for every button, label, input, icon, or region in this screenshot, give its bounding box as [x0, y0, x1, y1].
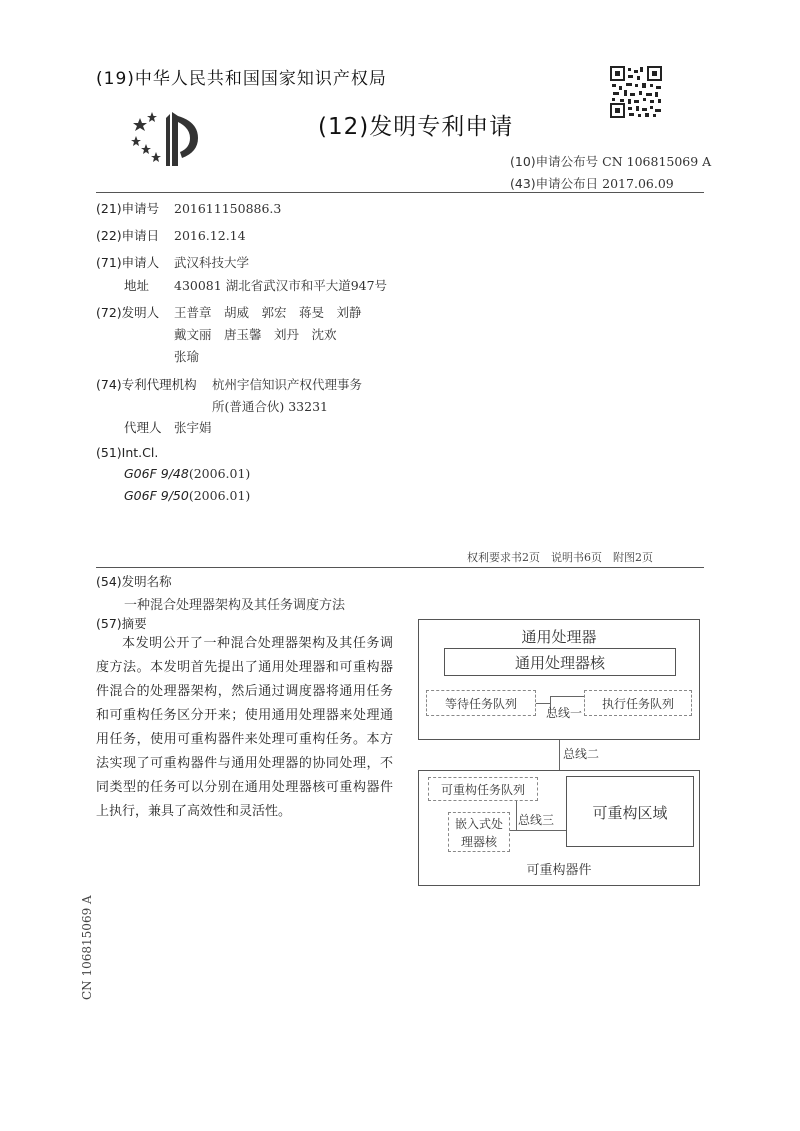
bus-2-line	[559, 740, 560, 770]
agent-label: 代理人	[124, 420, 162, 435]
agent	[124, 418, 212, 436]
bus-1-label: 总线一	[546, 706, 583, 720]
cnipa-logo	[128, 108, 210, 170]
ipc-class-1	[124, 466, 250, 481]
invention-title: 一种混合处理器架构及其任务调度方法	[124, 598, 346, 613]
gpp-label: 通用处理器	[521, 628, 597, 646]
ipc-class-2-version: (2006.01)	[188, 488, 251, 503]
publication-number-value: CN 106815069 A	[602, 154, 712, 169]
reconf-device-label: 可重构器件	[526, 863, 592, 878]
application-date	[96, 226, 246, 244]
abstract-label: (57)摘要	[96, 616, 147, 631]
inventors-line-2: 戴文丽 唐玉馨 刘丹 沈欢	[174, 327, 337, 342]
patent-agency-line-2: 所(普通合伙) 33231	[212, 399, 328, 414]
inventors-label: (72)发明人	[96, 305, 160, 320]
agent-value: 张宇娟	[174, 420, 212, 435]
publication-date	[510, 174, 674, 192]
embedded-core-label-line-1: 嵌入式处	[454, 817, 503, 831]
logo-emblem-icon	[128, 108, 210, 170]
document-type: (12)发明专利申请	[318, 114, 514, 140]
inventors-line-3: 张瑜	[174, 349, 200, 364]
header-rule	[96, 192, 704, 193]
publication-date-label: (43)申请公布日	[510, 176, 599, 191]
applicant-label: (71)申请人	[96, 255, 160, 270]
bus-2-label: 总线二	[563, 747, 600, 761]
abstract-text: 本发明公开了一种混合处理器架构及其任务调度方法。本发明首先提出了通用处理器和可重构器件混合的处理器架构，然后通过调度器将通用任务和可重构任务区分开来；使用通用处理器来处理通用任务，使用可重构器件来处理可重构任务。本方法实现了可重构器件与通用处理器的协同处理，不同类型的任务可以分别在通用处理器核可重构器件上执行，兼具了高效性和灵活性。	[96, 636, 393, 819]
patent-agency	[96, 375, 362, 393]
gpp-core-label: 通用处理器核	[514, 654, 605, 672]
publication-number	[510, 152, 711, 170]
application-date-label: (22)申请日	[96, 228, 160, 243]
pages-rule	[96, 567, 704, 568]
reconf-queue-label: 可重构任务队列	[440, 783, 525, 797]
ipc-class-2-code: G06F 9/50	[124, 488, 189, 503]
ipc-class-2	[124, 488, 250, 503]
bus-3-label: 总线三	[518, 813, 555, 827]
int-cl-label: (51)Int.Cl.	[96, 445, 159, 460]
patent-agency-line-1: 杭州宇信知识产权代理事务	[212, 377, 363, 392]
publication-number-label: (10)申请公布号	[510, 154, 599, 169]
application-date-value: 2016.12.14	[174, 228, 246, 243]
application-number	[96, 199, 281, 217]
wait-queue-label: 等待任务队列	[444, 697, 517, 711]
bus-3-line	[510, 830, 566, 831]
exec-queue-label: 执行任务队列	[601, 697, 674, 711]
application-number-label: (21)申请号	[96, 201, 160, 216]
inventors-line-1: 王普章 胡威 郭宏 蒋旻 刘静	[174, 305, 362, 320]
applicant	[96, 253, 249, 271]
publication-date-value: 2017.06.09	[602, 176, 674, 191]
address-value: 430081 湖北省武汉市和平大道947号	[174, 278, 388, 293]
bus-3-line-up	[516, 801, 517, 830]
qr-code-icon	[610, 66, 662, 118]
side-publication-number: CN 106815069 A	[80, 895, 94, 1000]
address-label: 地址	[124, 278, 150, 293]
inventors	[96, 303, 362, 321]
ipc-class-1-code: G06F 9/48	[124, 466, 189, 481]
office-name: (19)中华人民共和国国家知识产权局	[96, 69, 387, 89]
embedded-core-label-line-2: 理器核	[460, 835, 497, 849]
application-number-value: 201611150886.3	[174, 201, 282, 216]
title-label: (54)发明名称	[96, 574, 172, 589]
page-count-info: 权利要求书2页 说明书6页 附图2页	[467, 551, 653, 564]
applicant-value: 武汉科技大学	[174, 255, 250, 270]
bus-1-line-right	[550, 696, 584, 697]
reconf-region-label: 可重构区域	[592, 804, 668, 822]
ipc-class-1-version: (2006.01)	[188, 466, 251, 481]
patent-agency-label: (74)专利代理机构	[96, 377, 197, 392]
address	[124, 276, 387, 294]
